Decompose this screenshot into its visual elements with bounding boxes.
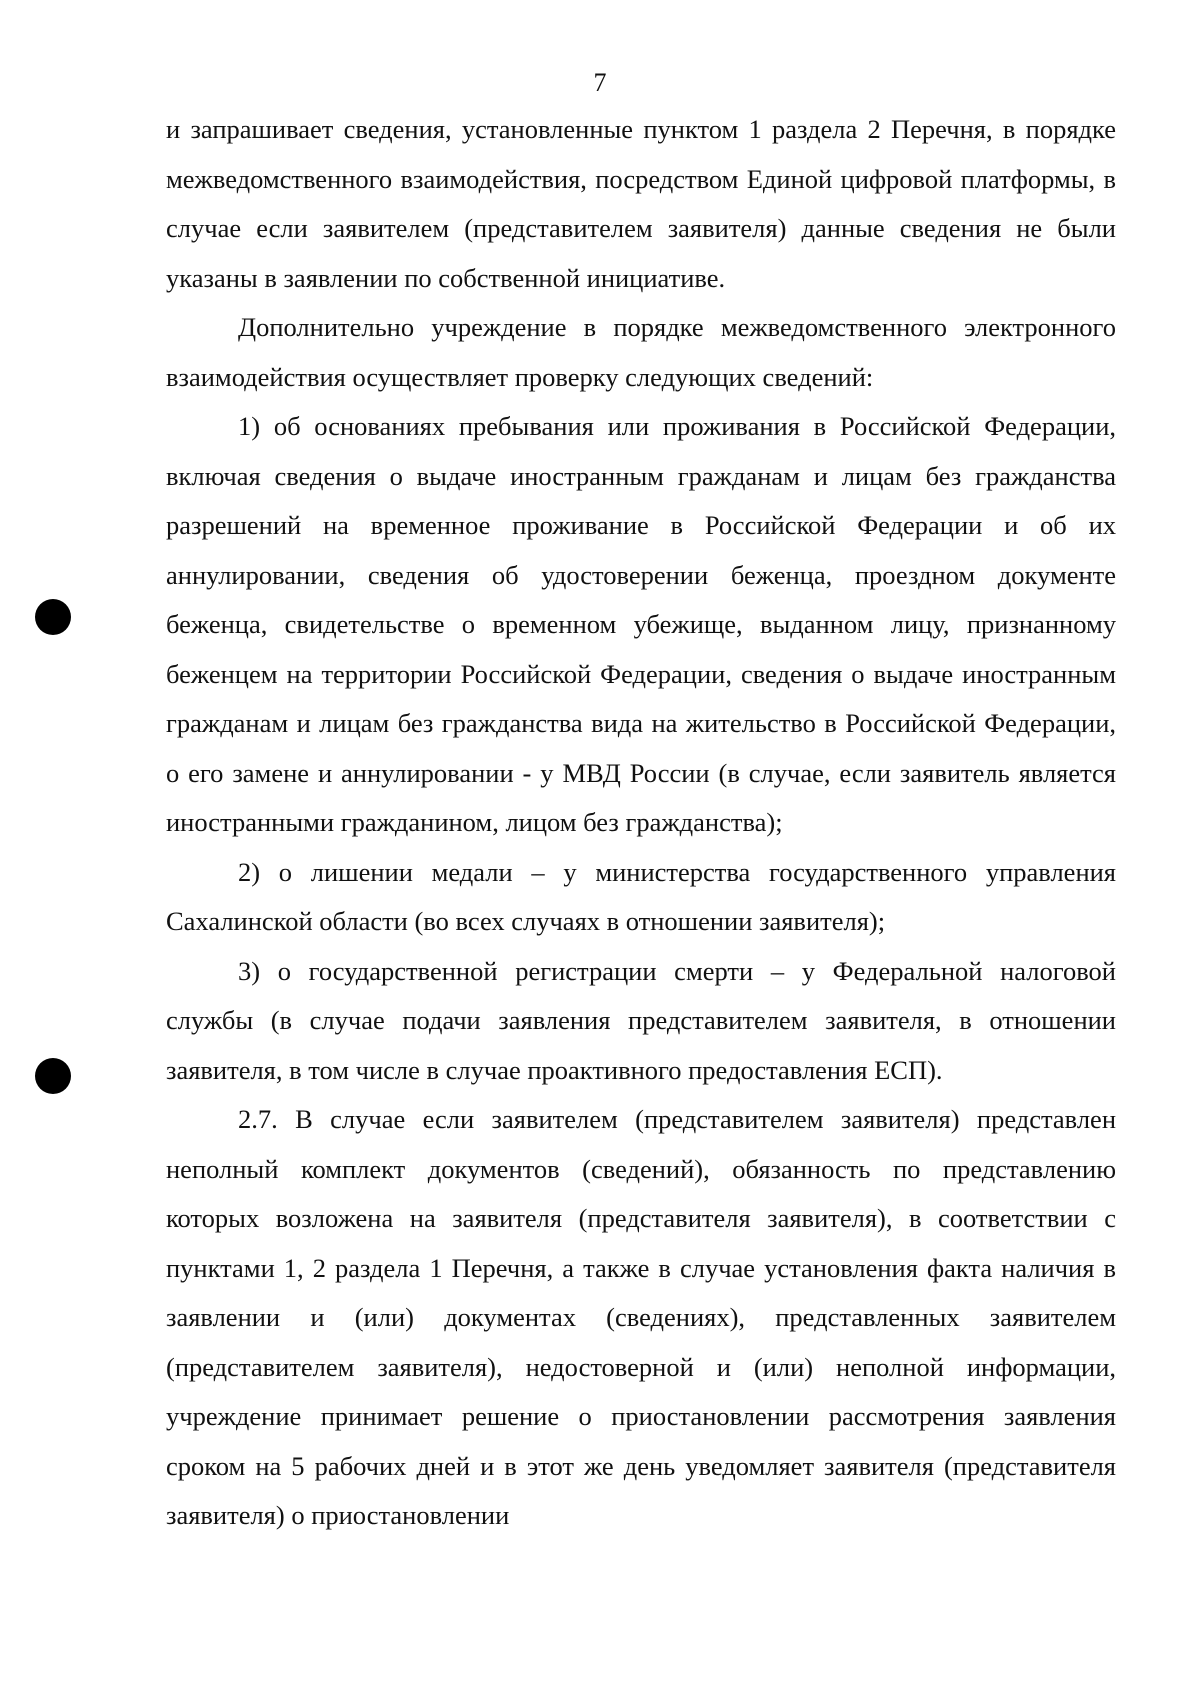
paragraph-continuation: и запрашивает сведения, установленные пунктом 1 раздела 2 Перечня, в порядке межведомственного взаимодействия, посредством Единой цифровой платформы, в случае если заявителем (представителем заявителя) данные сведения не были указаны в заявлении по собственной инициативе. — [166, 114, 1116, 293]
list-item-3-death-registration: 3) о государственной регистрации смерти – у Федеральной налоговой службы (в случае подачи заявления представителем заявителя, в отношении заявителя, в том числе в случае проактивного предоставления ЕСП). — [166, 955, 1116, 1085]
punch-hole-mark — [35, 1058, 71, 1094]
list-item-2-medal: 2) о лишении медали – у министерства государственного управления Сахалинской области (во всех случаях в отношении заявителя); — [166, 856, 1116, 936]
list-item-1-residence: 1) об основаниях пребывания или проживания в Российской Федерации, включая сведения о выдаче иностранным гражданам и лицам без гражданства разрешений на временное проживание в Российской Федерации и об их аннулировании, сведения об удостоверении беженца, проездном документе беженца, свидетельстве о временном убежище, выданном лицу, признанному беженцем на территории Российской Федерации, сведения о выдаче иностранным гражданам и лицам без гражданства вида на жительство в Российской Федерации, о его замене и аннулировании - у МВД России (в случае, если заявитель является иностранными гражданином, лицом без гражданства); — [166, 411, 1116, 837]
page-number: 7 — [593, 68, 607, 97]
paragraph-2-7-suspension: 2.7. В случае если заявителем (представителем заявителя) представлен неполный комплект документов (сведений), обязанность по представлению которых возложена на заявителя (представителя заявителя), в соответствии с пунктами 1, 2 раздела 1 Перечня, а также в случае установления факта наличия в заявлении и (или) документах (сведениях), представленных заявителем (представителем заявителя), недостоверной и (или) неполной информации, учреждение принимает решение о приостановлении рассмотрения заявления сроком на 5 рабочих дней и в этот же день уведомляет заявителя (представителя заявителя) о приостановлении — [166, 1104, 1116, 1530]
document-body — [166, 105, 1116, 1541]
paragraph-additional-checks: Дополнительно учреждение в порядке межведомственного электронного взаимодействия осуществляет проверку следующих сведений: — [166, 312, 1116, 392]
punch-hole-mark — [35, 599, 71, 635]
